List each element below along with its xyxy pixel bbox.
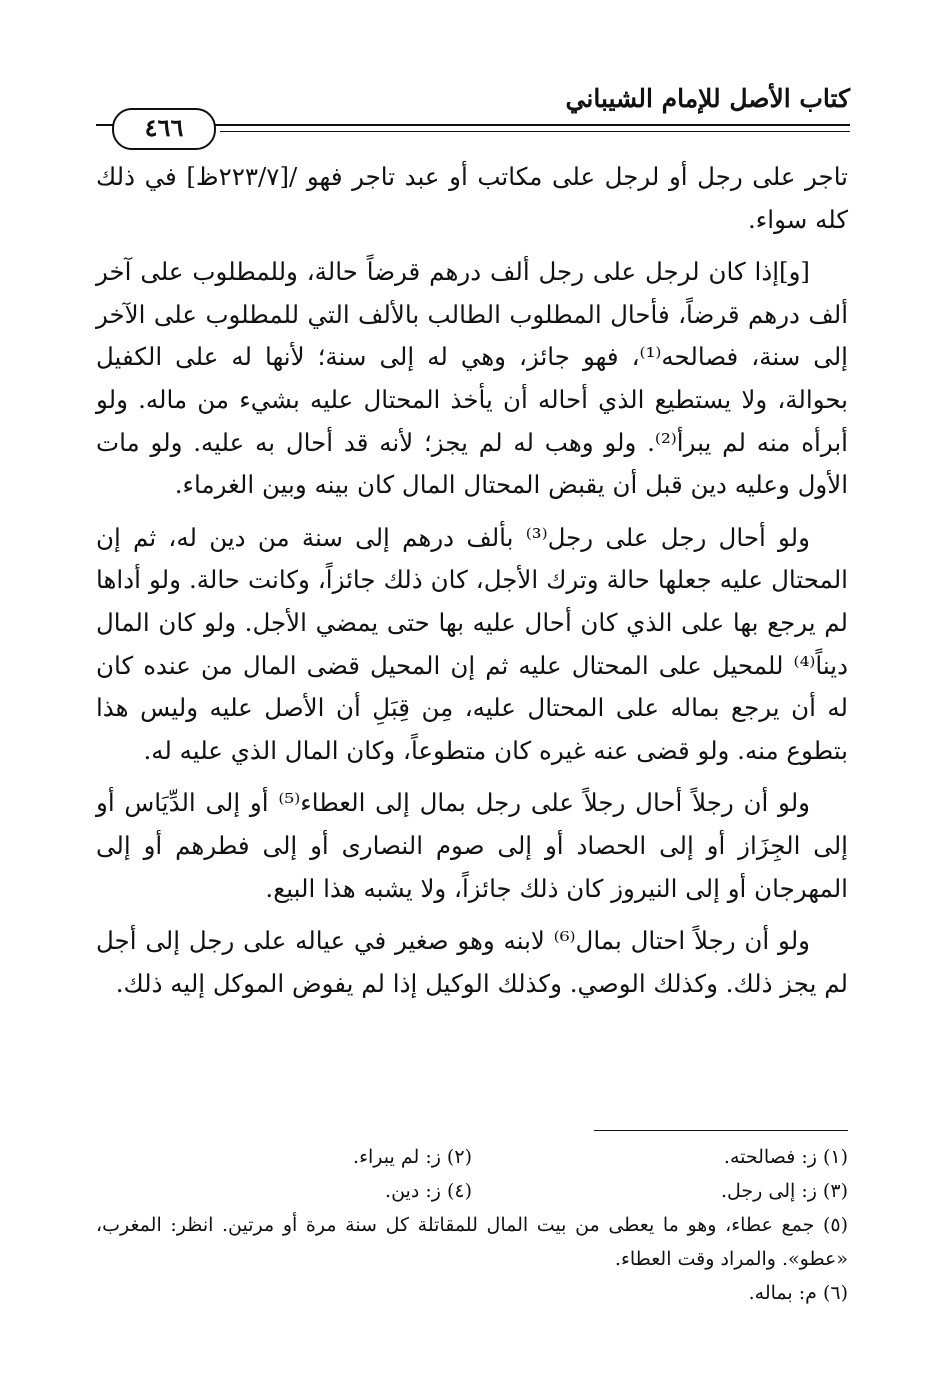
footnote-row <box>96 1140 848 1174</box>
body-text <box>96 156 848 1015</box>
paragraph-4: ولو أن رجلاً أحال رجلاً على رجل بمال إلى العطاء⁽⁵⁾ أو إلى الدِّيَاس أو إلى الجِزَاز أو إلى الحصاد أو إلى صوم النصارى أو إلى فطرهم أو إلى المهرجان أو إلى النيروز كان ذلك جائزاً، ولا يشبه هذا البيع. <box>96 788 848 903</box>
footnote-1: (١) ز: فصالحته. <box>723 1146 848 1168</box>
footnote-4: (٤) ز: دين. <box>385 1180 472 1202</box>
running-title: كتاب الأصل للإمام الشيباني <box>565 84 850 113</box>
paragraph-1: تاجر على رجل أو لرجل على مكاتب أو عبد تاجر فهو /[٢٢٣/٧ظ] في ذلك كله سواء. <box>96 162 848 234</box>
paragraph-2: [و]إذا كان لرجل على رجل ألف درهم قرضاً حالة، وللمطلوب على آخر ألف درهم قرضاً، فأحال المطلوب الطالب بالألف التي للمطلوب على الآخر إلى سنة، فصالحه⁽¹⁾، فهو جائز، وهي له إلى سنة؛ لأنها له على الكفيل بحوالة، ولا يستطيع الذي أحاله أن يأخذ المحتال عليه بشيء من ماله. ولو أبرأه منه لم يبرأ⁽²⁾. ولو وهب له لم يجز؛ لأنه قد أحال به عليه. ولو مات الأول وعليه دين قبل أن يقبض المحتال المال كان بينه وبين الغرماء. <box>96 257 848 500</box>
footnote-6: (٦) م: بماله. <box>748 1282 848 1304</box>
footnote-5: (٥) جمع عطاء، وهو ما يعطى من بيت المال للمقاتلة كل سنة مرة أو مرتين. انظر: المغرب، «عطو». والمراد وقت العطاء. <box>96 1214 848 1270</box>
footnote-3: (٣) ز: إلى رجل. <box>720 1180 848 1202</box>
footnotes <box>96 1140 848 1310</box>
footnote-2: (٢) ز: لم يبراء. <box>353 1146 472 1168</box>
footnote-separator <box>594 1130 848 1131</box>
paragraph-5: ولو أن رجلاً احتال بمال⁽⁶⁾ لابنه وهو صغير في عياله على رجل إلى أجل لم يجز ذلك. وكذلك الوصي. وكذلك الوكيل إذا لم يفوض الموكل إليه ذلك. <box>96 926 848 998</box>
page-number: ٤٦٦ <box>112 108 216 150</box>
paragraph-3: ولو أحال رجل على رجل⁽³⁾ بألف درهم إلى سنة من دين له، ثم إن المحتال عليه جعلها حالة وترك الأجل، كان ذلك جائزاً، وكانت حالة. ولو أداها لم يرجع بها على الذي كان أحال عليه بها حتى يمضي الأجل. ولو كان المال ديناً⁽⁴⁾ للمحيل على المحتال عليه ثم إن المحيل قضى المال من عنده كان له أن يرجع بماله على المحتال عليه، مِن قِبَلِ أن الأصل عليه وليس هذا بتطوع منه. ولو قضى عنه غيره كان متطوعاً، وكان المال الذي عليه له. <box>96 522 848 765</box>
header-rule-thin <box>220 131 850 132</box>
footnote-row <box>96 1174 848 1208</box>
